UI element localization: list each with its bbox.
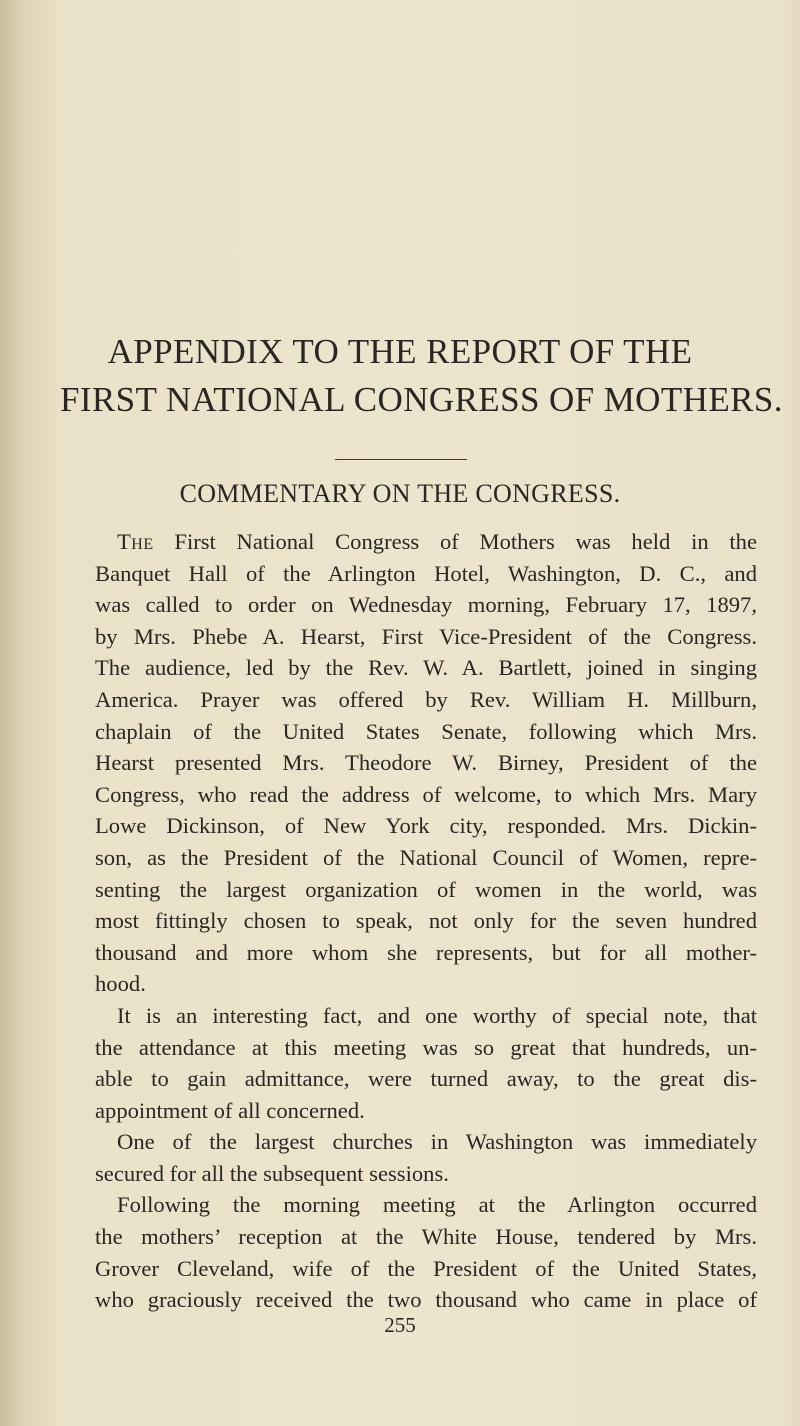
title-divider bbox=[335, 459, 467, 460]
body-line-20: One of the largest churches in Washington was immediately bbox=[117, 1129, 757, 1155]
body-line-8: Hearst presented Mrs. Theodore W. Birney, President of the bbox=[95, 750, 757, 776]
body-line-23: the mothers’ reception at the White House, tendered by Mrs. bbox=[95, 1224, 757, 1250]
section-heading: COMMENTARY ON THE CONGRESS. bbox=[179, 479, 621, 508]
body-text bbox=[95, 526, 757, 1316]
body-line-5: The audience, led by the Rev. W. A. Bartlett, joined in singing bbox=[95, 655, 757, 681]
body-line-13: most fittingly chosen to speak, not only for the seven hundred bbox=[95, 908, 757, 934]
body-line-24: Grover Cleveland, wife of the President of the United States, bbox=[95, 1255, 757, 1281]
body-line-1: The First National Congress of Mothers was held in the bbox=[117, 529, 757, 554]
body-line-18: able to gain admittance, were turned away, to the great dis- bbox=[95, 1066, 757, 1092]
title-line-2: FIRST NATIONAL CONGRESS OF MOTHERS. bbox=[60, 380, 783, 419]
body-line-16: It is an interesting fact, and one worthy of special note, that bbox=[117, 1002, 757, 1028]
body-line-6: America. Prayer was offered by Rev. William H. Millburn, bbox=[95, 686, 757, 712]
body-line-17: the attendance at this meeting was so great that hundreds, un- bbox=[95, 1034, 757, 1060]
body-line-19: appointment of all concerned. bbox=[95, 1097, 365, 1123]
lead-word: The bbox=[117, 529, 154, 554]
body-line-25: who graciously received the two thousand who came in place of bbox=[95, 1287, 757, 1313]
body-line-9: Congress, who read the address of welcome, to which Mrs. Mary bbox=[95, 781, 757, 807]
body-line-22: Following the morning meeting at the Arlington occurred bbox=[117, 1192, 757, 1218]
body-line-7: chaplain of the United States Senate, following which Mrs. bbox=[95, 718, 757, 744]
appendix-title bbox=[60, 328, 783, 424]
body-line-12: senting the largest organization of women in the world, was bbox=[95, 876, 757, 902]
body-line-4: by Mrs. Phebe A. Hearst, First Vice-President of the Congress. bbox=[95, 623, 757, 649]
body-line-14: thousand and more whom she represents, but for all mother- bbox=[95, 939, 757, 965]
body-line-2: Banquet Hall of the Arlington Hotel, Washington, D. C., and bbox=[95, 560, 757, 586]
page-number: 255 bbox=[384, 1313, 416, 1337]
title-line-1: APPENDIX TO THE REPORT OF THE bbox=[107, 332, 693, 371]
body-line-11: son, as the President of the National Council of Women, repre- bbox=[95, 844, 757, 870]
body-line-15: hood. bbox=[95, 971, 146, 997]
body-line-21: secured for all the subsequent sessions. bbox=[95, 1160, 449, 1186]
body-line-10: Lowe Dickinson, of New York city, responded. Mrs. Dickin- bbox=[95, 813, 757, 839]
body-line-3: was called to order on Wednesday morning, February 17, 1897, bbox=[95, 592, 757, 618]
